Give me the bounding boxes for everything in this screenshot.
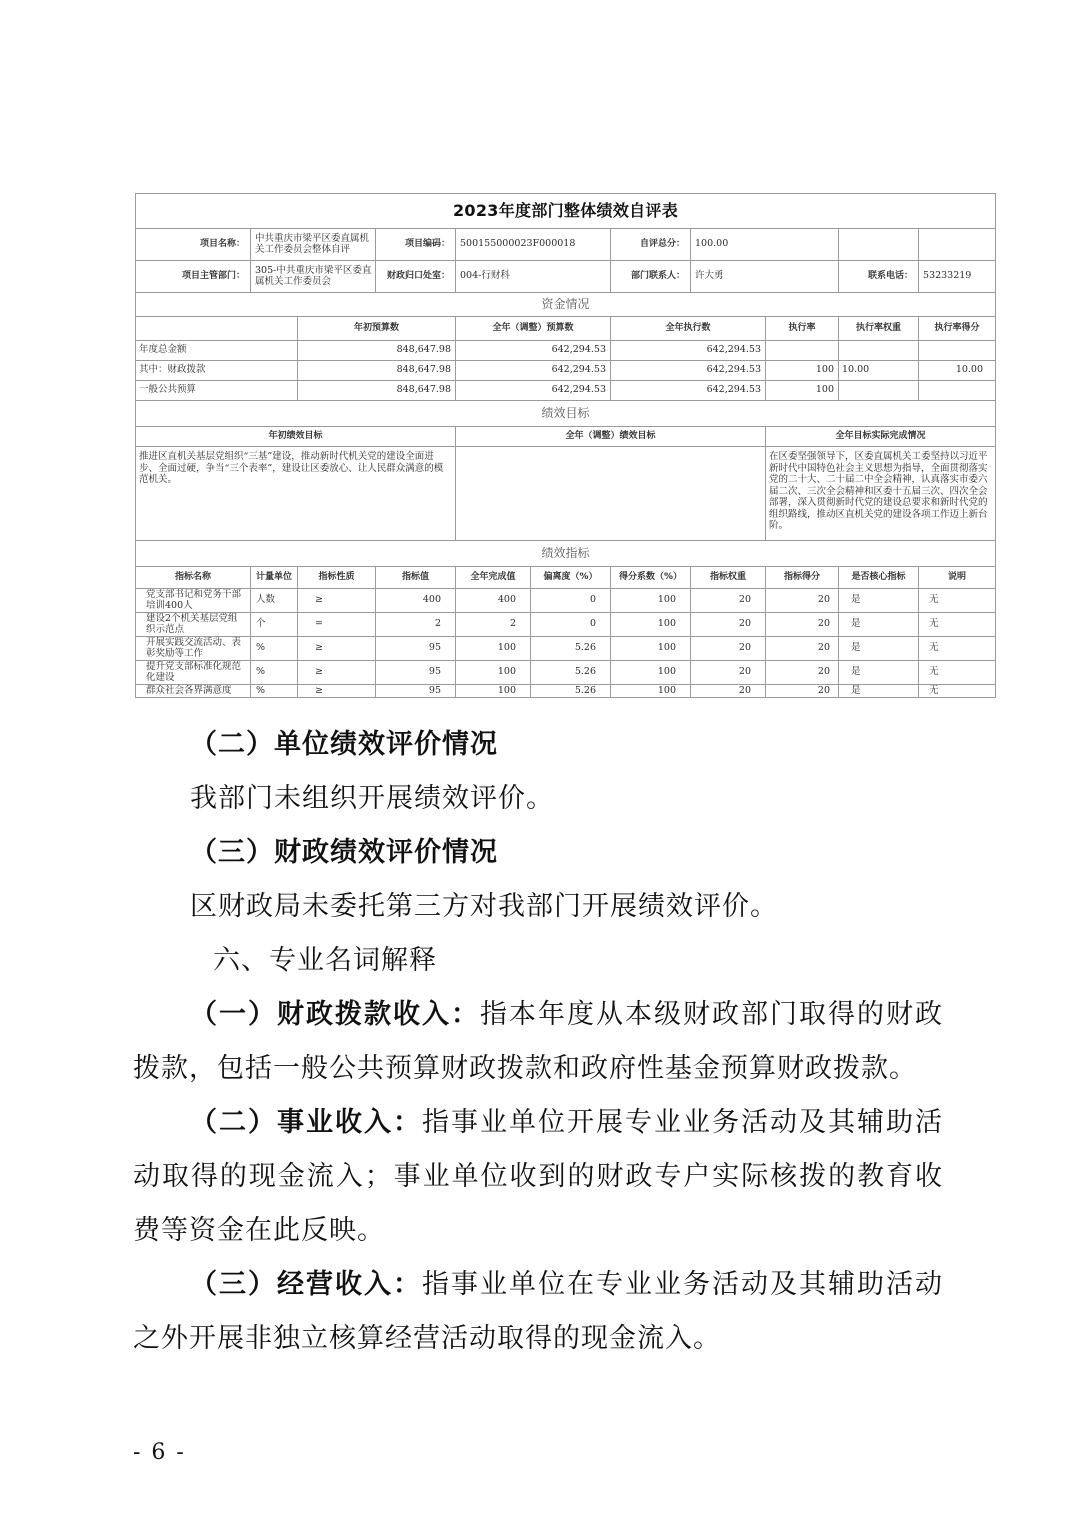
indicator-name: 群众社会各界满意度 [136,685,251,698]
indicator-target: 95 [376,661,456,685]
indicator-coefficient: 100 [611,685,691,698]
header-coefficient: 得分系数（%） [611,567,691,589]
header-unit: 计量单位 [251,567,298,589]
indicator-name: 党支部书记和党务干部培训400人 [136,589,251,613]
indicator-unit: % [251,637,298,661]
goals-header-row [136,427,996,447]
indicator-deviation: 0 [531,613,611,637]
indicator-score: 20 [766,613,839,637]
header-indicator-name: 指标名称 [136,567,251,589]
finance-office: 004-行财科 [456,261,611,293]
funds-rate-score [919,341,996,361]
header-note: 说明 [919,567,996,589]
header-rate-weight: 执行率权重 [839,317,919,341]
glossary-line [133,1258,943,1312]
indicator-deviation: 5.26 [531,685,611,698]
indicator-note: 无 [919,685,996,698]
paragraph: 区财政局未委托第三方对我部门开展绩效评价。 [190,891,778,922]
funds-rate-weight: 10.00 [839,361,919,381]
adjusted-goal-text [456,447,766,541]
indicator-row [136,589,996,613]
indicator-note: 无 [919,661,996,685]
indicator-score: 20 [766,661,839,685]
indicator-target: 400 [376,589,456,613]
glossary-line [133,1096,943,1150]
indicator-score: 20 [766,685,839,698]
indicator-deviation: 5.26 [531,637,611,661]
finance-office-label: 财政归口处室： [376,261,456,293]
funds-label: 年度总金额 [136,341,298,361]
indicator-actual: 2 [456,613,531,637]
indicator-weight: 20 [691,589,766,613]
project-code-label: 项目编码： [376,229,456,261]
funds-executed: 642,294.53 [611,341,766,361]
funds-row [136,381,996,401]
indicator-coefficient: 100 [611,661,691,685]
initial-goal-text: 推进区直机关基层党组织“三基”建设，推动新时代机关党的建设全面进步、全面过硬，争当“三个表率”，建设让区委放心、让人民群众满意的模范机关。 [136,447,456,541]
indicator-actual: 400 [456,589,531,613]
funds-executed: 642,294.53 [611,361,766,381]
heading-unit-evaluation: （二）单位绩效评价情况 [190,729,498,760]
header-actual: 全年完成值 [456,567,531,589]
indicator-core: 是 [839,637,919,661]
header-rate-score: 执行率得分 [919,317,996,341]
info-row [136,229,996,261]
section-row [136,293,996,317]
header-core: 是否核心指标 [839,567,919,589]
glossary-term: （二）事业收入： [190,1107,422,1138]
section-row [136,541,996,567]
indicator-target: 95 [376,637,456,661]
indicator-nature: = [298,613,376,637]
glossary-term: （一）财政拨款收入： [190,999,480,1030]
indicator-target: 95 [376,685,456,698]
glossary-term: （三）经营收入： [190,1269,422,1300]
header-adjusted-goal: 全年（调整）绩效目标 [456,427,766,447]
indicator-row [136,613,996,637]
indicator-name: 建设2个机关基层党组织示范点 [136,613,251,637]
info-row [136,261,996,293]
indicator-note: 无 [919,613,996,637]
funds-rate-weight [839,341,919,361]
indicator-note: 无 [919,637,996,661]
indicator-nature: ≥ [298,637,376,661]
indicator-name: 提升党支部标准化规范化建设 [136,661,251,685]
funds-rate: 100 [766,381,839,401]
header-nature: 指标性质 [298,567,376,589]
indicator-score: 20 [766,637,839,661]
indicator-core: 是 [839,685,919,698]
indicator-row [136,685,996,698]
title-row [136,194,996,229]
indicator-row [136,661,996,685]
project-name-label: 项目名称： [136,229,251,261]
indicator-coefficient: 100 [611,637,691,661]
funds-rate [766,341,839,361]
section-row [136,401,996,427]
indicator-coefficient: 100 [611,589,691,613]
header-score: 指标得分 [766,567,839,589]
funds-label: 一般公共预算 [136,381,298,401]
indicator-nature: ≥ [298,661,376,685]
self-score: 100.00 [691,229,839,261]
section-goals: 绩效目标 [136,401,996,427]
performance-self-eval-table [135,193,996,698]
empty-cell [919,229,996,261]
actual-completion-text: 在区委坚强领导下，区委直属机关工委坚持以习近平新时代中国特色社会主义思想为指导，全面贯彻落实党的二十大、二十届二中全会精神，认真落实市委六届二次、三次全会精神和区委十五届三次、四次全会部署，深入贯彻新时代党的建设总要求和新时代党的组织路线，推动区直机关党的建设各项工作迈上新台阶。 [766,447,996,541]
indicator-unit: 个 [251,613,298,637]
indicator-weight: 20 [691,613,766,637]
header-initial-goal: 年初绩效目标 [136,427,456,447]
indicator-deviation: 5.26 [531,661,611,685]
header-target: 指标值 [376,567,456,589]
indicator-unit: % [251,661,298,685]
indicator-coefficient: 100 [611,613,691,637]
phone: 53233219 [919,261,996,293]
funds-rate-score: 10.00 [919,361,996,381]
funds-rate: 100 [766,361,839,381]
department-label: 项目主管部门： [136,261,251,293]
indicator-nature: ≥ [298,685,376,698]
funds-rate-weight [839,381,919,401]
project-name: 中共重庆市梁平区委直属机关工作委员会整体自评 [251,229,376,261]
indicator-weight: 20 [691,685,766,698]
funds-rate-score [919,381,996,401]
indicator-unit: 人数 [251,589,298,613]
funds-adjusted: 642,294.53 [456,381,611,401]
page-number: - 6 - [133,1440,186,1465]
indicator-nature: ≥ [298,589,376,613]
phone-label: 联系电话： [839,261,919,293]
indicator-deviation: 0 [531,589,611,613]
header-executed: 全年执行数 [611,317,766,341]
department: 305-中共重庆市梁平区委直属机关工作委员会 [251,261,376,293]
self-score-label: 自评总分： [611,229,691,261]
glossary-line [133,988,943,1042]
funds-adjusted: 642,294.53 [456,341,611,361]
indicator-unit: % [251,685,298,698]
glossary-line: 拨款，包括一般公共预算财政拨款和政府性基金预算财政拨款。 [133,1053,917,1084]
glossary-line: 动取得的现金流入；事业单位收到的财政专户实际核拨的教育收 [133,1161,943,1192]
funds-adjusted: 642,294.53 [456,361,611,381]
indicators-header-row [136,567,996,589]
funds-header-row [136,317,996,341]
goals-content-row [136,447,996,541]
funds-row [136,361,996,381]
indicator-core: 是 [839,613,919,637]
glossary-definition: 指事业单位在专业业务活动及其辅助活动 [422,1269,943,1300]
indicator-actual: 100 [456,661,531,685]
indicator-score: 20 [766,589,839,613]
indicator-weight: 20 [691,637,766,661]
indicator-core: 是 [839,661,919,685]
glossary-definition: 指本年度从本级财政部门取得的财政 [480,999,943,1030]
header-weight: 指标权重 [691,567,766,589]
heading-glossary: 六、专业名词解释 [213,945,437,976]
funds-initial: 848,647.98 [298,361,456,381]
section-funds: 资金情况 [136,293,996,317]
section-indicators: 绩效指标 [136,541,996,567]
indicator-name: 开展实践交流活动、表彰奖励等工作 [136,637,251,661]
indicator-row [136,637,996,661]
funds-initial: 848,647.98 [298,341,456,361]
table-title: 2023年度部门整体绩效自评表 [136,194,996,229]
funds-initial: 848,647.98 [298,381,456,401]
indicator-note: 无 [919,589,996,613]
glossary-definition: 指事业单位开展专业业务活动及其辅助活 [422,1107,943,1138]
contact-label: 部门联系人： [611,261,691,293]
header-initial-budget: 年初预算数 [298,317,456,341]
header-rate: 执行率 [766,317,839,341]
header-deviation: 偏离度（%） [531,567,611,589]
body-text [133,718,943,1366]
contact: 许大勇 [691,261,839,293]
header-adjusted-budget: 全年（调整）预算数 [456,317,611,341]
glossary-line: 费等资金在此反映。 [133,1215,385,1246]
indicator-weight: 20 [691,661,766,685]
glossary-line: 之外开展非独立核算经营活动取得的现金流入。 [133,1323,721,1354]
funds-row [136,341,996,361]
indicator-actual: 100 [456,685,531,698]
project-code: 500155000023F000018 [456,229,611,261]
paragraph: 我部门未组织开展绩效评价。 [190,783,554,814]
indicator-actual: 100 [456,637,531,661]
indicator-core: 是 [839,589,919,613]
funds-executed: 642,294.53 [611,381,766,401]
funds-label: 其中：财政拨款 [136,361,298,381]
indicator-target: 2 [376,613,456,637]
empty-cell [136,317,298,341]
header-actual-completion: 全年目标实际完成情况 [766,427,996,447]
empty-cell [839,229,919,261]
heading-finance-evaluation: （三）财政绩效评价情况 [190,837,498,868]
